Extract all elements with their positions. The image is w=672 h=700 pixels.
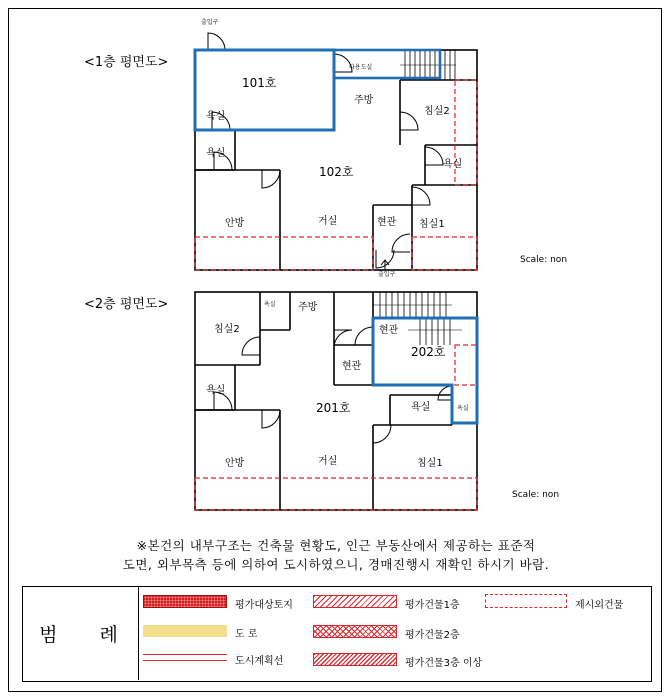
floor2-non-presented bbox=[195, 345, 477, 510]
floor1-unit-outline bbox=[195, 50, 440, 130]
floor1-doors bbox=[208, 33, 443, 268]
f1-kitchen: 주방 bbox=[354, 95, 374, 106]
f1-entrance: 현관 bbox=[377, 217, 397, 228]
f2-living: 거실 bbox=[318, 456, 338, 467]
legend-city-plan-line: 도시계획선 bbox=[235, 656, 284, 667]
legend-target-land: 평가대상토지 bbox=[235, 600, 293, 611]
swatch-road bbox=[143, 625, 227, 637]
note-line-2: 도면, 외부목측 등에 의하여 도시하였으니, 경매진행시 재확인 하시기 바람. bbox=[122, 557, 550, 572]
legend-building-3f: 평가건물3층 이상 bbox=[405, 658, 483, 669]
f2-bath-d: 욕실 bbox=[457, 405, 469, 412]
f1-bedroom1: 침실1 bbox=[419, 219, 445, 230]
entry-arrow-icon bbox=[381, 260, 389, 270]
f1-bath-a: 욕실 bbox=[206, 111, 226, 122]
floor1-title: <1층 평면도> bbox=[84, 55, 169, 70]
disclaimer-note bbox=[0, 536, 672, 574]
legend-box bbox=[22, 586, 652, 682]
f1-entry-top: 출입구 bbox=[201, 19, 219, 26]
f2-bath-c: 욕실 bbox=[264, 301, 276, 308]
legend-road: 도 로 bbox=[235, 629, 258, 640]
swatch-building-1f bbox=[313, 595, 397, 608]
legend-non-presented: 제시외건물 bbox=[575, 600, 624, 611]
f2-bath-b: 욕실 bbox=[411, 402, 431, 413]
f1-scale: Scale: non bbox=[520, 255, 568, 265]
f2-entrance-a: 현관 bbox=[379, 325, 399, 336]
swatch-building-2f bbox=[313, 625, 397, 638]
f1-bedroom2: 침실2 bbox=[424, 106, 450, 117]
note-line-1: ※본건의 내부구조는 건축물 현황도, 인근 부동산에서 제공하는 표준적 bbox=[136, 538, 536, 553]
floor2-title: <2층 평면도> bbox=[84, 297, 169, 312]
f2-bath-a: 욕실 bbox=[206, 385, 226, 396]
f2-scale: Scale: non bbox=[512, 490, 560, 500]
f1-utility: 다용도실 bbox=[349, 64, 373, 71]
f1-room-102: 102호 bbox=[319, 165, 354, 179]
swatch-city-plan-line bbox=[143, 654, 227, 661]
swatch-non-presented bbox=[485, 594, 567, 608]
swatch-building-3f bbox=[313, 653, 397, 666]
legend-building-1f: 평가건물1층 bbox=[405, 600, 460, 611]
f1-bath-b: 욕실 bbox=[206, 148, 226, 159]
legend-title: 범 례 bbox=[23, 587, 139, 680]
f2-room-202: 202호 bbox=[411, 345, 446, 359]
floor1-stairs bbox=[400, 50, 456, 80]
f2-anbang: 안방 bbox=[225, 458, 245, 469]
f1-entry-bottom: 출입구 bbox=[378, 271, 396, 278]
f2-entrance-b: 현관 bbox=[342, 361, 362, 372]
f1-living: 거실 bbox=[318, 216, 338, 227]
f1-anbang: 안방 bbox=[225, 218, 245, 229]
f2-kitchen: 주방 bbox=[298, 302, 318, 313]
f2-room-201: 201호 bbox=[316, 401, 351, 415]
swatch-target-land bbox=[143, 595, 227, 608]
f1-room-101: 101호 bbox=[242, 76, 277, 90]
f2-bedroom2: 침실2 bbox=[214, 324, 240, 335]
f2-bedroom1: 침실1 bbox=[417, 458, 443, 469]
legend-building-2f: 평가건물2층 bbox=[405, 630, 460, 641]
f1-bath-c: 욕실 bbox=[443, 159, 463, 170]
